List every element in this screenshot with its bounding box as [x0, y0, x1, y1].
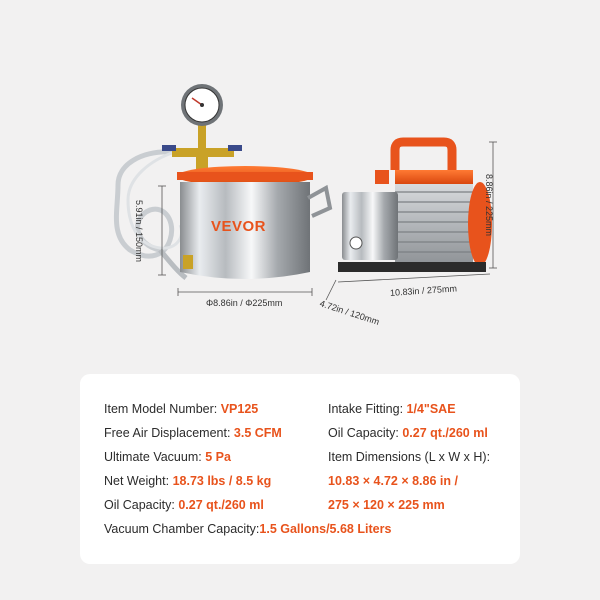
spec-net-weight: Net Weight: 18.73 lbs / 8.5 kg — [104, 474, 272, 488]
vacuum-hose — [116, 152, 186, 278]
spec-chamber-capacity: Vacuum Chamber Capacity:1.5 Gallons/5.68 Liters — [104, 522, 392, 536]
pressure-gauge — [181, 84, 223, 158]
pump-depth-label: 4.72in / 120mm — [318, 298, 381, 327]
spec-item-dimensions-mm: 275 × 120 × 225 mm — [328, 498, 445, 512]
vacuum-pump — [338, 142, 495, 272]
chamber-handle — [308, 188, 330, 216]
spec-oil-capacity-right: Oil Capacity: 0.27 qt./260 ml — [328, 426, 488, 440]
spec-intake-fitting: Intake Fitting: 1/4"SAE — [328, 402, 456, 416]
spec-free-air-displacement: Free Air Displacement: 3.5 CFM — [104, 426, 282, 440]
pump-height-label: 8.86in / 225mm — [484, 173, 495, 237]
chamber-diameter-label: Φ8.86in / Φ225mm — [206, 298, 283, 308]
spec-oil-capacity-left: Oil Capacity: 0.27 qt./260 ml — [104, 498, 264, 512]
brand-logo: VEVOR — [211, 218, 267, 235]
pump-length-label: 10.83in / 275mm — [389, 283, 458, 298]
spec-item-dimensions-in: 10.83 × 4.72 × 8.86 in / — [328, 474, 458, 488]
chamber-height-label: 5.91in / 150mm — [134, 199, 145, 263]
spec-item-dimensions-label: Item Dimensions (L x W x H): — [328, 450, 491, 464]
chamber-fitting — [183, 255, 193, 269]
spec-model-number: Item Model Number: VP125 — [104, 402, 259, 416]
spec-ultimate-vacuum: Ultimate Vacuum: 5 Pa — [104, 450, 231, 464]
